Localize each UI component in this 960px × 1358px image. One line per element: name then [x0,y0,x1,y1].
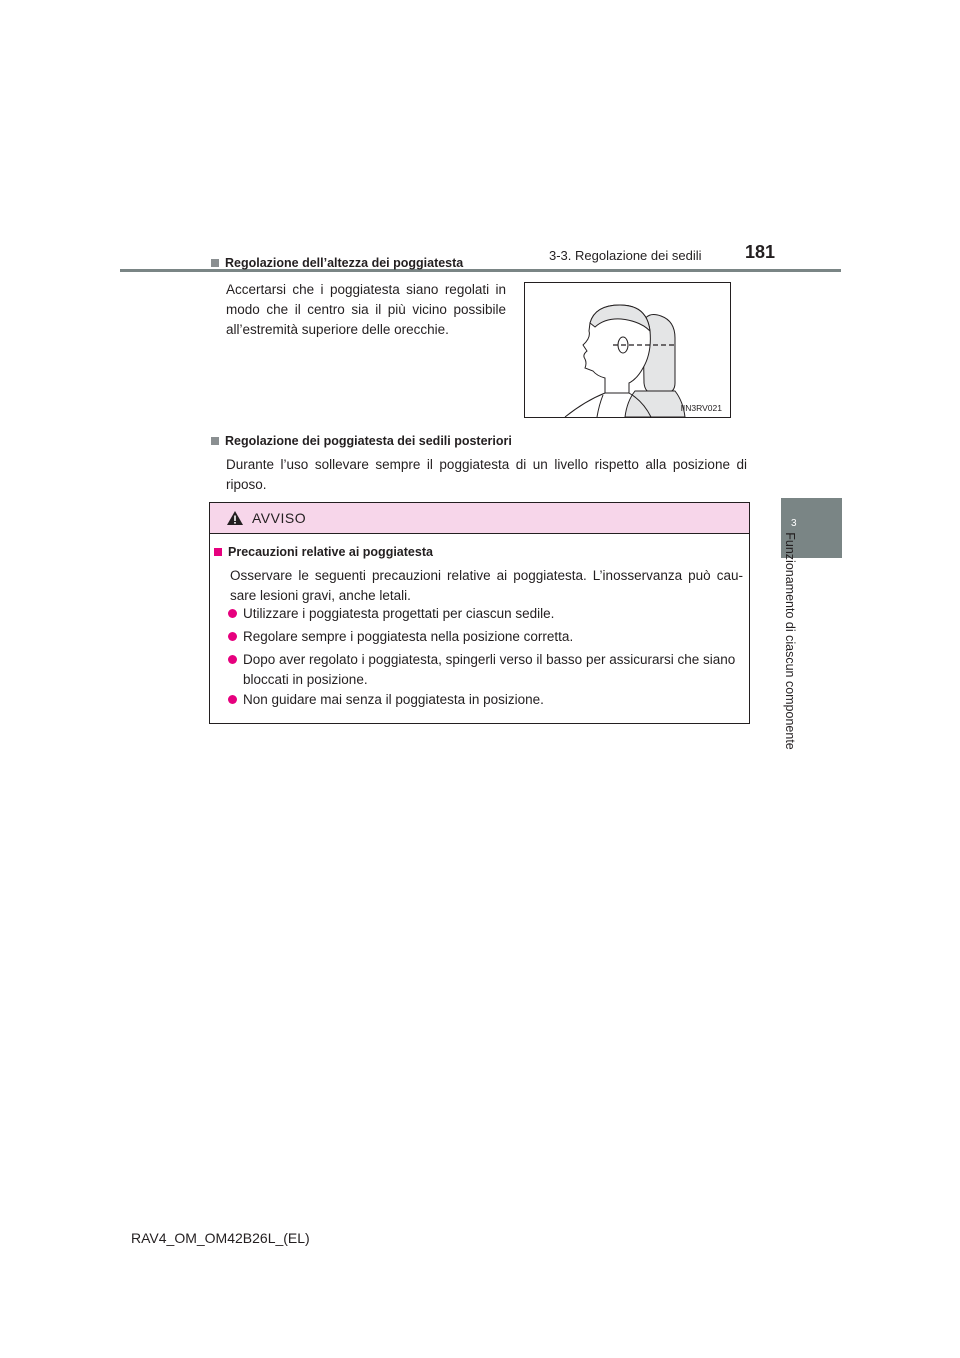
bullet-dot-icon [228,655,237,664]
bullet-dot-icon [228,695,237,704]
warning-bullet [228,604,744,624]
bullet-text: Dopo aver regolato i poggiatesta, spingerli verso il basso per assicurarsi che siano [243,652,736,667]
warning-heading [214,545,433,559]
headrest-illustration [524,282,731,418]
section-title: 3-3. Regolazione dei sedili [549,248,702,263]
warning-intro [230,566,743,606]
bullet-text: Regolare sempre i poggiatesta nella posizione corretta. [243,629,574,644]
section-heading-text: Regolazione dei poggiatesta dei sedili posteriori [225,434,512,448]
warning-triangle-icon [226,510,244,526]
bullet-text: Utilizzare i poggiatesta progettati per ciascun sedile. [243,606,555,621]
section-heading-text: Regolazione dell’altezza dei poggiatesta [225,256,464,270]
text-line: riposo. [226,477,267,492]
warning-bullet [228,650,744,690]
warning-header [210,503,749,534]
section-body [226,455,747,495]
warning-title: AVVISO [252,510,307,526]
square-bullet-icon [214,548,222,556]
text-line: all’estremità superiore delle orecchie. [226,322,449,337]
warning-bullet [228,627,744,647]
bullet-text: bloccati in posizione. [243,672,368,687]
text-line: Durante l’uso sollevare sempre il poggiatesta di un livello rispetto alla posizione di [226,457,747,472]
text-line: sare lesioni gravi, anche letali. [230,588,411,603]
square-bullet-icon [211,259,219,267]
chapter-number: 3 [791,518,797,529]
text-line: modo che il centro sia il più vicino possibile [226,302,506,317]
section-body [226,280,506,340]
square-bullet-icon [211,437,219,445]
bullet-dot-icon [228,632,237,641]
text-line: Osservare le seguenti precauzioni relative ai poggiatesta. L’inosservanza può cau- [230,568,743,583]
section-heading [211,256,463,270]
chapter-label: Funzionamento di ciascun componente [783,532,797,750]
warning-heading-text: Precauzioni relative ai poggiatesta [228,545,433,559]
head-and-headrest-drawing [525,283,730,417]
section-heading [211,434,512,448]
bullet-dot-icon [228,609,237,618]
figure-id: IIN3RV021 [680,403,722,413]
document-code: RAV4_OM_OM42B26L_(EL) [131,1230,310,1246]
text-line: Accertarsi che i poggiatesta siano regolati in [226,282,506,297]
page-number: 181 [745,242,776,262]
bullet-text: Non guidare mai senza il poggiatesta in posizione. [243,692,544,707]
warning-bullet [228,690,744,710]
